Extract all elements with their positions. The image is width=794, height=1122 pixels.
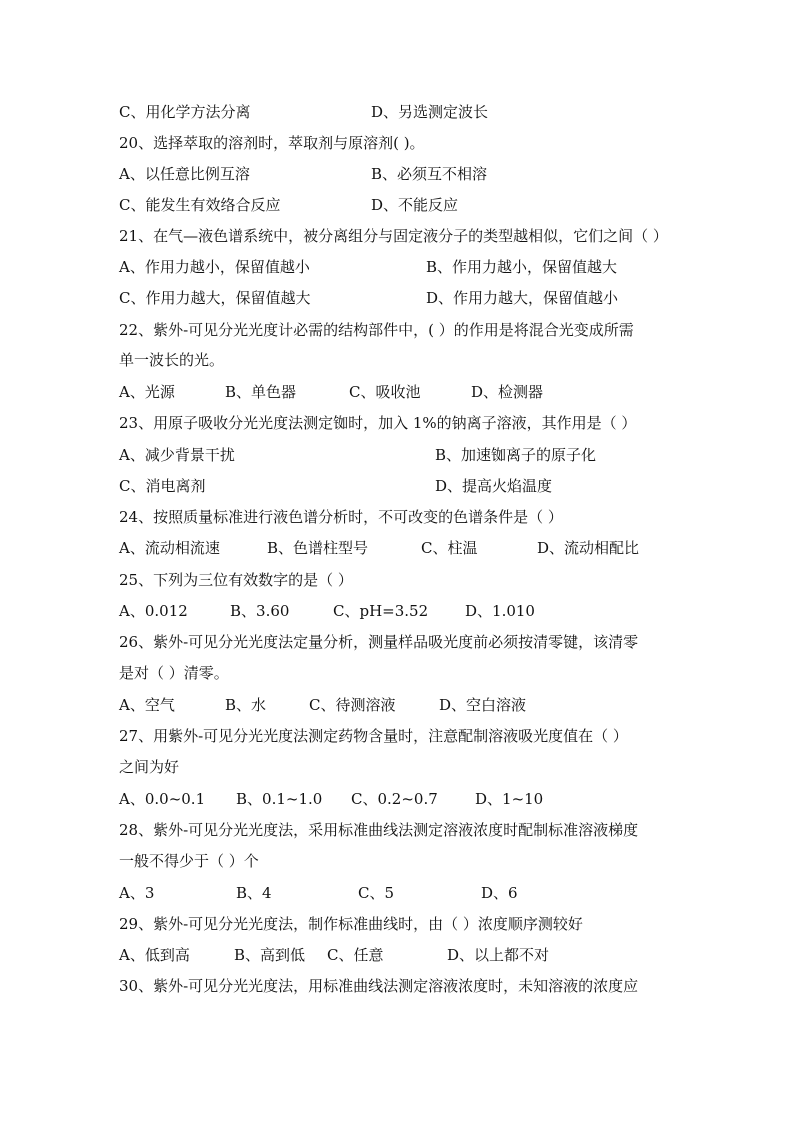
question-text: 之间为好 — [119, 758, 180, 776]
question-text: 22、紫外-可见分光光度计必需的结构部件中，( ）的作用是将混合光变成所需 — [119, 321, 634, 339]
question-text: 是对（ ）清零。 — [119, 664, 229, 682]
option: B、3.60 — [230, 602, 290, 620]
option: B、作用力越小，保留值越大 — [426, 258, 618, 276]
option: C、消电离剂 — [119, 477, 206, 495]
option: D、作用力越大，保留值越小 — [426, 289, 619, 307]
option: B、4 — [236, 884, 272, 902]
option: C、吸收池 — [349, 383, 421, 401]
option: A、作用力越小，保留值越小 — [119, 258, 310, 276]
option: D、检测器 — [471, 383, 544, 401]
option: B、必须互不相溶 — [371, 165, 488, 183]
option: D、提高火焰温度 — [435, 477, 553, 495]
option: C、能发生有效络合反应 — [119, 196, 281, 214]
question-text: 27、用紫外-可见分光光度法测定药物含量时，注意配制溶液吸光度值在（ ） — [119, 727, 628, 745]
option: D、不能反应 — [371, 196, 459, 214]
question-text: 一般不得少于（ ）个 — [119, 852, 259, 870]
question-text: 20、选择萃取的溶剂时，萃取剂与原溶剂( )。 — [119, 134, 425, 152]
option: D、空白溶液 — [439, 696, 527, 714]
option: D、6 — [481, 884, 518, 902]
question-text: 单一波长的光。 — [119, 351, 225, 369]
question-text: 25、下列为三位有效数字的是（ ） — [119, 571, 353, 589]
option: B、0.1~1.0 — [236, 790, 323, 808]
option: D、1.010 — [465, 602, 535, 620]
option: A、低到高 — [119, 946, 190, 964]
option: C、用化学方法分离 — [119, 103, 251, 121]
option: C、待测溶液 — [309, 696, 396, 714]
option: A、3 — [119, 884, 155, 902]
option: B、加速铷离子的原子化 — [435, 446, 597, 464]
option: A、0.0~0.1 — [119, 790, 206, 808]
question-text: 24、按照质量标准进行液色谱分析时，不可改变的色谱条件是（ ） — [119, 508, 563, 526]
option: A、空气 — [119, 696, 175, 714]
option: A、减少背景干扰 — [119, 446, 235, 464]
option: A、0.012 — [119, 602, 188, 620]
option: B、单色器 — [225, 383, 297, 401]
option: C、任意 — [327, 946, 384, 964]
option: B、水 — [225, 696, 267, 714]
option: C、5 — [358, 884, 395, 902]
question-text: 26、紫外-可见分光光度法定量分析，测量样品吸光度前必须按清零键，该清零 — [119, 633, 639, 651]
option: B、色谱柱型号 — [267, 539, 369, 557]
option: C、柱温 — [421, 539, 478, 557]
option: D、流动相配比 — [537, 539, 640, 557]
option: A、以任意比例互溶 — [119, 165, 250, 183]
option: C、pH=3.52 — [333, 602, 429, 620]
option: D、另选测定波长 — [371, 103, 489, 121]
question-text: 29、紫外-可见分光光度法，制作标准曲线时，由（ ）浓度顺序测较好 — [119, 915, 583, 933]
question-text: 21、在气—液色谱系统中，被分离组分与固定液分子的类型越相似，它们之间（ ） — [119, 227, 668, 245]
option: A、光源 — [119, 383, 175, 401]
option: D、以上都不对 — [447, 946, 550, 964]
question-text: 23、用原子吸收分光光度法测定铷时，加入 1%的钠离子溶液，其作用是（ ） — [119, 414, 637, 432]
question-text: 28、紫外-可见分光光度法，采用标准曲线法测定溶液浓度时配制标准溶液梯度 — [119, 821, 639, 839]
question-text: 30、紫外-可见分光光度法，用标准曲线法测定溶液浓度时，未知溶液的浓度应 — [119, 977, 639, 995]
option: C、0.2~0.7 — [351, 790, 438, 808]
option: A、流动相流速 — [119, 539, 220, 557]
option: B、高到低 — [234, 946, 306, 964]
option: C、作用力越大，保留值越大 — [119, 289, 311, 307]
option: D、1~10 — [475, 790, 544, 808]
